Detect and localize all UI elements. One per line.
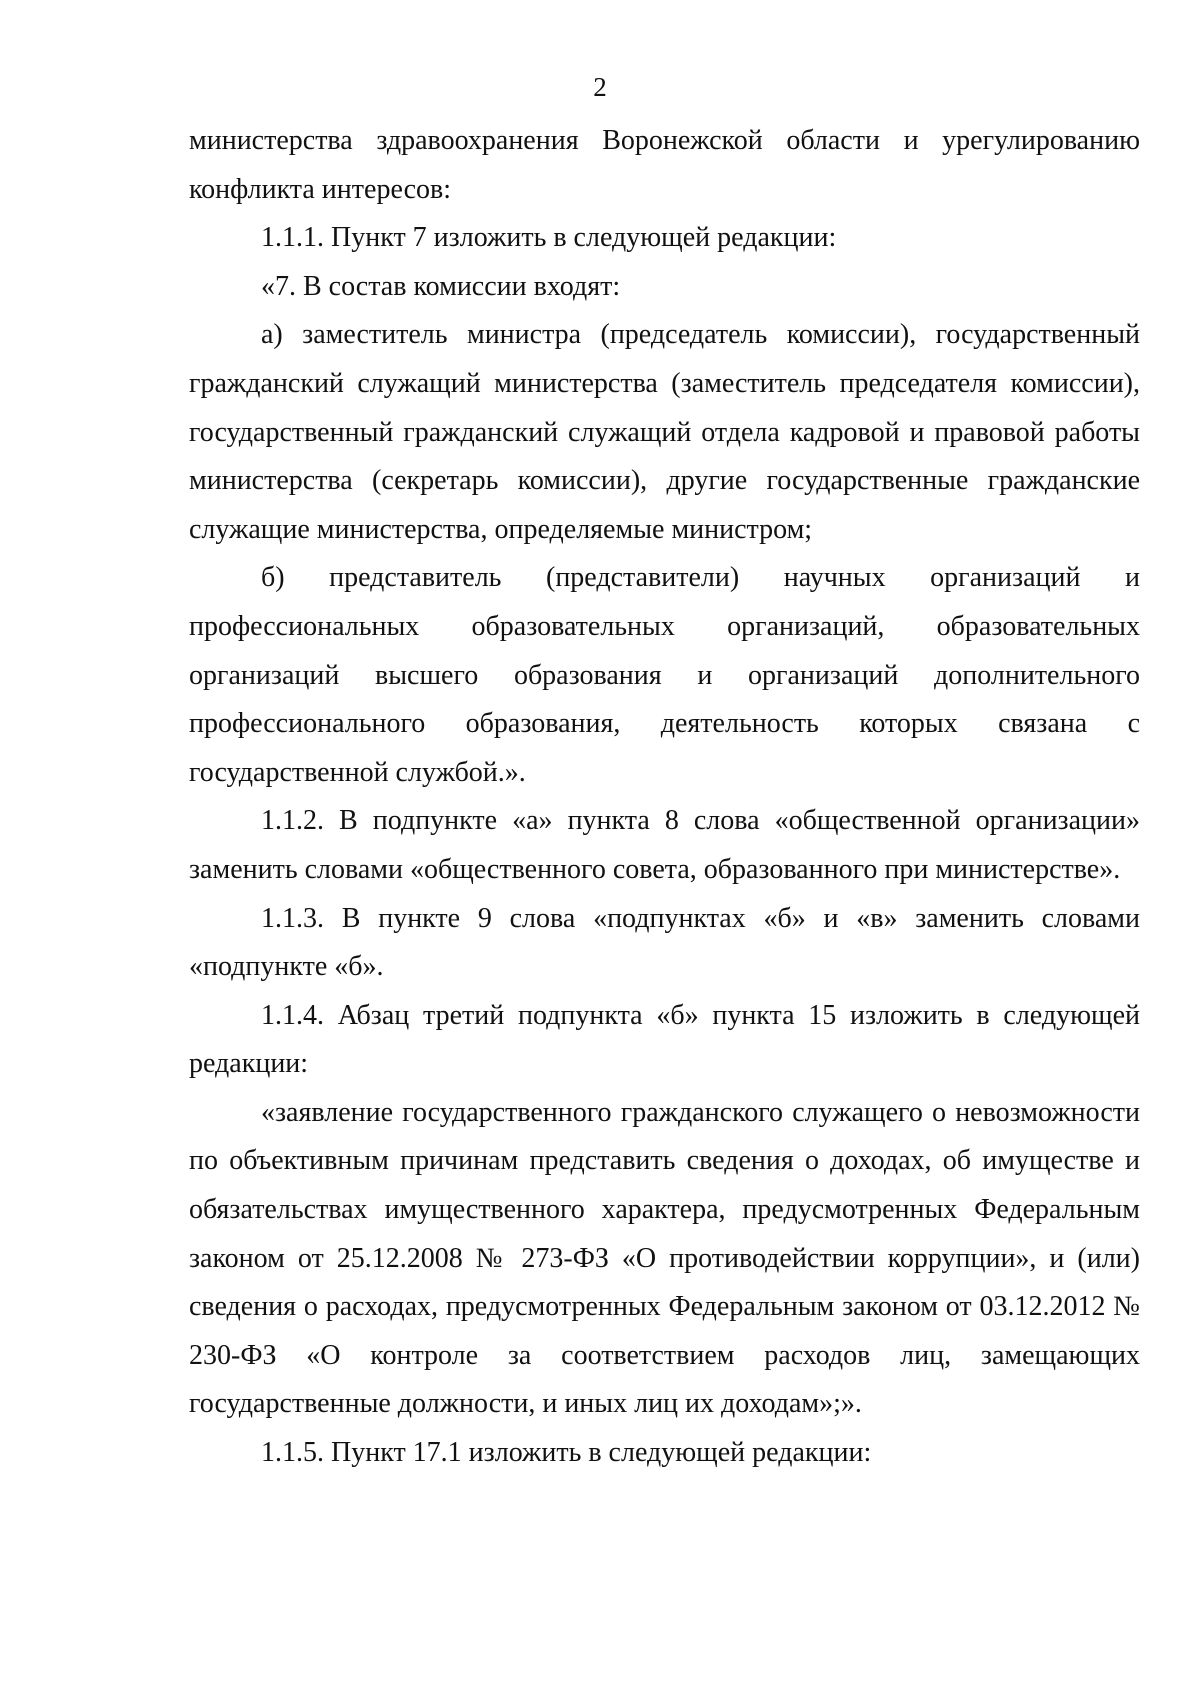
paragraph-1-1-5: 1.1.5. Пункт 17.1 изложить в следующей редакции: (261, 1437, 872, 1469)
paragraph-1-1-3: 1.1.3. В пункте 9 слова «подпунктах «б» и «в» заменить словами «подпункте «б». (189, 902, 1140, 983)
paragraph-1-1-1: 1.1.1. Пункт 7 изложить в следующей редакции: (261, 222, 837, 254)
paragraph-subitem-b: б) представитель (представители) научных организаций и профессиональных образовательных организаций, образовательных организаций высшего образования и организаций дополнительного профессионального образования, деятельность которых связана с государственной службой.». (189, 562, 1140, 788)
paragraph-subitem-a: а) заместитель министра (председатель комиссии), государственный гражданский служащий министерства (заместитель председателя комиссии), государственный гражданский служащий отдела кадровой и правовой работы министерства (секретарь комиссии), другие государственные гражданские служащие министерства, определяемые министром; (189, 319, 1140, 545)
document-body (189, 117, 1140, 1478)
paragraph-intro-continuation: министерства здравоохранения Воронежской области и урегулированию конфликта интересов: (189, 125, 1140, 205)
paragraph-statement-quote: «заявление государственного гражданского служащего о невозможности по объективным причинам представить сведения о доходах, об имуществе и обязательствах имущественного характера, предусмотренных Федеральным законом от 25.12.2008 № 273-ФЗ «О противодействии коррупции», и (или) сведения о расходах, предусмотренных Федеральным законом от 03.12.2012 № 230-ФЗ «О контроле за соответствием расходов лиц, замещающих государственные должности, и иных лиц их доходам»;». (189, 1096, 1140, 1420)
paragraph-1-1-2: 1.1.2. В подпункте «а» пункта 8 слова «общественной организации» заменить словами «общественного совета, образованного при министерстве». (189, 805, 1140, 885)
page-number: 2 (593, 72, 607, 102)
paragraph-1-1-4: 1.1.4. Абзац третий подпункта «б» пункта 15 изложить в следующей редакции: (189, 999, 1140, 1080)
paragraph-item-7: «7. В состав комиссии входят: (261, 270, 621, 302)
